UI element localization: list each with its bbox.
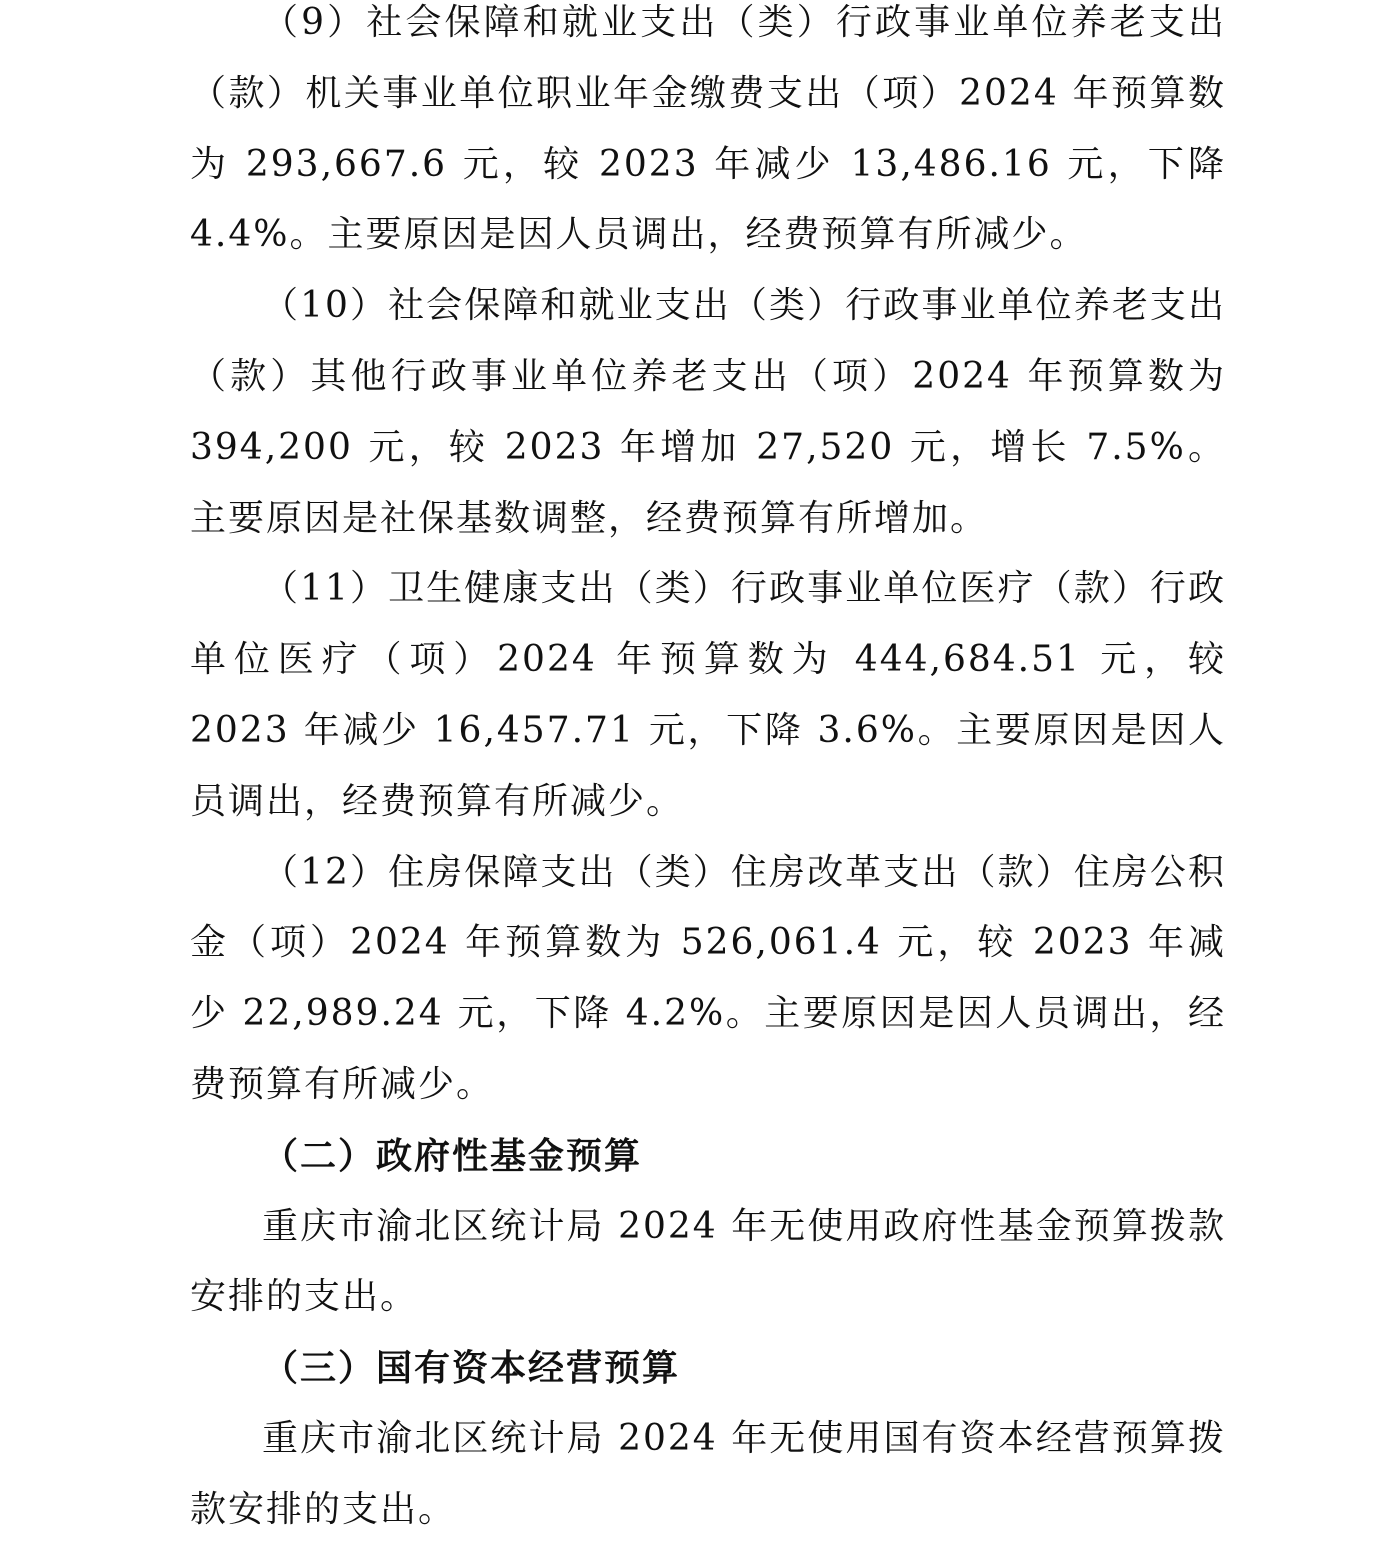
paragraph-state-capital: 重庆市渝北区统计局 2024 年无使用国有资本经营预算拨款安排的支出。 (190, 1417, 1226, 1530)
paragraph-government-fund: 重庆市渝北区统计局 2024 年无使用政府性基金预算拨款安排的支出。 (190, 1205, 1226, 1318)
paragraph-item-12: （12）住房保障支出（类）住房改革支出（款）住房公积金（项）2024 年预算数为 526,061.4 元，较 2023 年减少 22,989.24 元，下降 4.2%。主要原因是因人员调出，经费预算有所减少。 (190, 851, 1226, 1105)
paragraph-item-10: （10）社会保障和就业支出（类）行政事业单位养老支出（款）其他行政事业单位养老支出（项）2024 年预算数为 394,200 元，较 2023 年增加 27,520 元，增长 7.5%。主要原因是社保基数调整，经费预算有所增加。 (190, 285, 1226, 539)
section-heading-state-capital: （三）国有资本经营预算 (262, 1347, 681, 1390)
document-page (190, 0, 1226, 1546)
paragraph-item-11: （11）卫生健康支出（类）行政事业单位医疗（款）行政单位医疗（项）2024 年预算数为 444,684.51 元，较 2023 年减少 16,457.71 元，下降 3.6%。主要原因是因人员调出，经费预算有所减少。 (190, 568, 1226, 822)
section-heading-government-fund: （二）政府性基金预算 (262, 1134, 643, 1177)
paragraph-item-9: （9）社会保障和就业支出（类）行政事业单位养老支出（款）机关事业单位职业年金缴费支出（项）2024 年预算数为 293,667.6 元，较 2023 年减少 13,486.16 元，下降 4.4%。主要原因是因人员调出，经费预算有所减少。 (190, 2, 1226, 256)
